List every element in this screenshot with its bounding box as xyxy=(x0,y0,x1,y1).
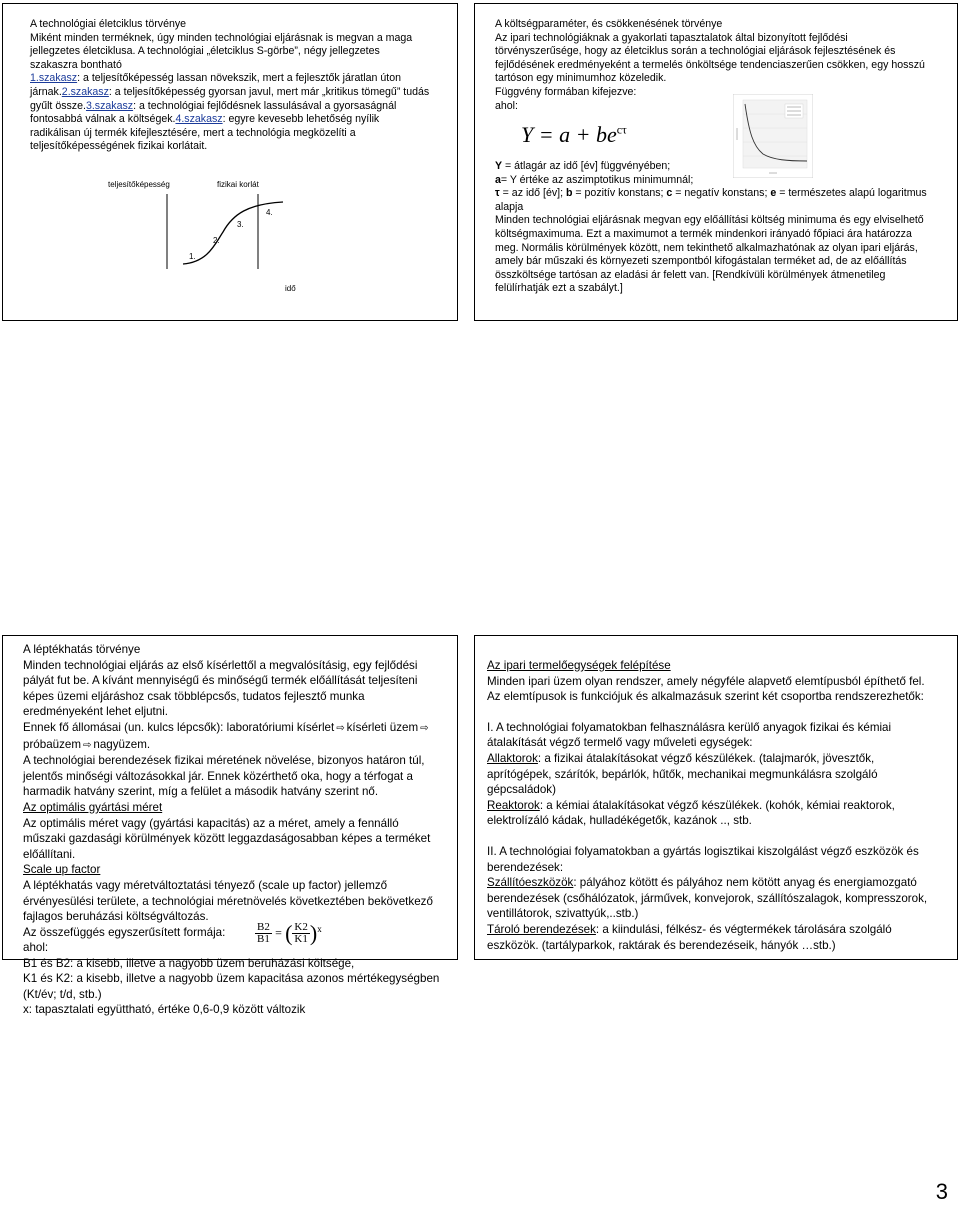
def-b-symbol: b xyxy=(565,187,573,200)
stage3-text: : a technológiai fejlődésnek lassulásával a gyorsaságnál fontosabbá válnak a költségek. xyxy=(30,99,397,126)
tarolo-text: : a kiindulási, félkész- és végtermékek tárolására szolgáló eszközök. (tartályparkok, raktárak és berendezéseik, hányók …stb.) xyxy=(487,922,892,952)
slide-cost-parameter xyxy=(474,3,958,321)
formula-rhs: = a + be xyxy=(538,122,617,147)
stage1-text: : a teljesítőképesség lassan növekszik, mert a fejlesztők járatlan úton járnak. xyxy=(30,72,401,98)
formula-k2: K2 xyxy=(294,920,308,933)
slide3-title: A léptékhatás törvénye xyxy=(23,643,141,656)
def-k-vars: K1 és K2: a kisebb, illetve a nagyobb üzem kapacitása azonos mértékegységben (Kt/év; t/d, stb.) xyxy=(23,972,440,1001)
slide-scale-effect xyxy=(2,635,458,1017)
stage1-link[interactable]: 1.szakasz xyxy=(30,72,78,85)
formula-b2: B2 xyxy=(257,920,270,933)
group-two-text: II. A technológiai folyamatokban a gyártás logisztikai kiszolgálást végző eszközök és berendezések: xyxy=(487,844,919,874)
stages-text-d: nagyüzem. xyxy=(93,737,151,751)
slide-production-units xyxy=(474,635,958,960)
def-y-text: = átlagár az idő [év] függvényében; xyxy=(502,160,671,172)
stages-text-a: Ennek fő állomásai (un. kulcs lépcsők): laboratóriumi kísérlet xyxy=(23,720,335,734)
formula-exponent: cτ xyxy=(616,122,627,137)
formula-intro: Az összefüggés egyszerűsített formája: xyxy=(23,925,226,939)
def-e-text: = természetes alapú logaritmus alapja xyxy=(495,187,927,213)
scale-up-heading: Scale up factor xyxy=(23,863,101,877)
slide3-intro: Minden technológiai eljárás az első kísérlettől a megvalósításig, egy fejlődési pályát fut be. A kívánt mennyiségű és minőségű termék előállítását teljesíteni képes üzemi eljáráshoz csak többlépcsős, tudatos fejlesztő munka eredményeként lehet eljutni. xyxy=(23,658,418,719)
formula-exponent-x: x xyxy=(317,923,322,934)
scale-formula-row xyxy=(23,920,443,956)
stage3-marker: 3. xyxy=(237,220,244,229)
szallitoeszkozok-text: : pályához kötött és pályához nem kötött anyag és energiamozgató berendezések (csőhálózatok, járművek, konvejorok, szállítószalagok, kompresszorok, ventillátorok, szivattyúk,..stb.) xyxy=(487,876,928,921)
optimal-size-heading: Az optimális gyártási méret xyxy=(23,800,163,814)
def-c-symbol: c xyxy=(666,187,673,200)
formula-where: ahol: xyxy=(23,940,49,954)
slide2-top xyxy=(495,18,935,113)
def-a-text: = Y értéke az aszimptotikus minimumnál; xyxy=(500,173,694,186)
arrow-right-icon: ⇨ xyxy=(83,739,92,751)
stage2-marker: 2. xyxy=(213,236,220,245)
def-b-vars: B1 és B2: a kisebb, illetve a nagyobb üzem beruházási költsége, xyxy=(23,956,355,970)
allaktorok-text: : a fizikai átalakításokat végző készülékek. (talajmarók, jövesztők, aprítógépek, szárítók, bepárlók, hűtők, mechanikai megmunkálásra szolgáló gépcsaládok) xyxy=(487,751,878,797)
slide2-intro: Az ipari technológiáknak a gyakorlati tapasztalatok által bizonyított fejlődési törvényszerűsége, hogy az életciklus során a technológiai eljárások fejlesztésének és fejlődésének eredményeként a termelés önköltsége tendenciaszerűen csökken, egy hosszú tartóson egy minimumhoz közeledik. xyxy=(495,31,925,85)
slide2-function-label: Függvény formában kifejezve: xyxy=(495,85,637,98)
stage2-text: : a teljesítőképesség gyorsan javul, mert már „kritikus tömegű” tudás gyűlt össze. xyxy=(30,85,430,112)
def-a-symbol: a xyxy=(495,173,501,186)
def-b-text: = pozitív konstans; xyxy=(572,187,667,200)
stage4-link[interactable]: 4.szakasz xyxy=(175,113,223,126)
stages-text-b: kísérleti üzem xyxy=(346,720,419,734)
arrow-right-icon: ⇨ xyxy=(336,722,345,734)
diagram-xlabel: idő xyxy=(285,284,296,293)
formula-paren-open: ( xyxy=(285,920,293,946)
def-e-symbol: e xyxy=(770,187,777,200)
slide4-body xyxy=(487,658,935,953)
group-one-text: I. A technológiai folyamatokban felhasználásra kerülő anyagok fizikai és kémiai átalakítását végző termelő vagy műveleti egységek: xyxy=(487,720,892,750)
arrow-right-icon: ⇨ xyxy=(420,722,429,734)
stage2-link[interactable]: 2.szakasz xyxy=(61,85,109,98)
stages-text-c: próbaüzem xyxy=(23,737,82,751)
scale-formula xyxy=(255,922,322,945)
slide2-where-label: ahol: xyxy=(495,99,518,112)
reaktorok-term: Reaktorok xyxy=(487,798,540,812)
page-number: 3 xyxy=(935,1179,948,1204)
formula-equals: = xyxy=(275,925,282,940)
s-curve-diagram xyxy=(103,174,323,299)
slide2-bottom xyxy=(495,160,935,296)
slide4-title: Az ipari termelőegységek felépítése xyxy=(487,659,671,672)
slide1-intro: Miként minden terméknek, úgy minden technológiai eljárásnak is megvan a maga jellegzetes életciklusa. A technológiai „életciklus S-görbe”, négy jellegzetes szakaszra bontható xyxy=(30,31,413,71)
szallitoeszkozok-term: Szállítóeszközök xyxy=(487,876,574,890)
stage4-marker: 4. xyxy=(266,208,273,217)
diagram-limit-label: fizikai korlát xyxy=(217,180,259,189)
formula-b-ratio xyxy=(255,922,272,945)
formula-k-ratio xyxy=(292,922,309,945)
slide1-title: A technológiai életciklus törvénye xyxy=(30,18,187,30)
def-c-text: = negatív konstans; xyxy=(672,187,771,200)
def-x-var: x: tapasztalati együttható, értéke 0,6-0,9 között változik xyxy=(23,1003,306,1017)
stage1-marker: 1. xyxy=(189,252,196,261)
formula-paren-close: ) xyxy=(309,920,318,946)
tarolo-term: Tároló berendezések xyxy=(487,922,596,936)
stage4-text: : egyre kevesebb lehetőség nyílik radikálisan új termék kifejlesztésére, mert a technológia megközelíti a teljesítőképességének fizikai korlátait. xyxy=(30,113,380,153)
optimal-size-text: Az optimális méret vagy (gyártási kapacitás) az a méret, amely a fennálló műszaki gazdasági körülmények között leggazdaságosabban képes a terméket előállítani. xyxy=(23,816,431,861)
formula-y: Y xyxy=(521,122,534,147)
reaktorok-text: : a kémiai átalakításokat végző készülékek. (kohók, kémiai reaktorok, elektrolízáló kádak, hulladékégetők, kazánok .., stb. xyxy=(487,798,895,828)
scale-up-text: A léptékhatás vagy méretváltoztatási tényező (scale up factor) jellemző érvényesülési területe, a technológiai méretnövelés következtében bekövetkező fajlagos beruházási költségváltozás. xyxy=(23,878,433,924)
slide4-intro: Minden ipari üzem olyan rendszer, amely négyféle alapvető elemtípusból építhető fel. Az elemtípusok is funkciójuk és alkalmazásuk szerint két csoportba rendszerezhetők: xyxy=(487,674,925,704)
allaktorok-term: Allaktorok xyxy=(487,751,538,765)
slide3-body xyxy=(23,642,443,1018)
def-tau-symbol: τ xyxy=(495,187,500,200)
slide-tech-lifecycle xyxy=(2,3,458,321)
slide3-size-growth: A technológiai berendezések fizikai méretének növelése, bizonyos határon túl, jelentős minőségi változásokkal jár. Ennek közérthető oka, hogy a térfogat a harmadik hatvány szerint, míg a felület a második hatvány szerint nő. xyxy=(23,754,425,799)
slide2-title: A költségparaméter, és csökkenésének törvénye xyxy=(495,18,723,30)
formula-b1: B1 xyxy=(257,932,270,945)
def-y-symbol: Y xyxy=(495,160,503,172)
slide1-body xyxy=(30,18,430,154)
cost-formula xyxy=(521,122,627,148)
diagram-ylabel: teljesítőképesség xyxy=(108,180,170,189)
stage3-link[interactable]: 3.szakasz xyxy=(85,99,134,112)
formula-k1: K1 xyxy=(294,932,308,945)
def-tau-text: = az idő [év]; xyxy=(499,187,566,200)
slide2-cost-limits: Minden technológiai eljárásnak megvan egy előállítási költség minimuma és egy elviselhető költségmaximuma. Ezt a maximumot a termék mindenkori irányadó főpiaci ára határozza meg. Normális körülmények között, nem tekinthető alkalmazhatónak az olyan ipari eljárás, amely bár műszaki és környezeti szempontból kifogástalan terméket ad, de az előállítás összköltsége tartósan az eladási ár felett van. [Rendkívüli körülmények átmenetileg felülírhatják ezt a szabályt.] xyxy=(495,214,924,295)
